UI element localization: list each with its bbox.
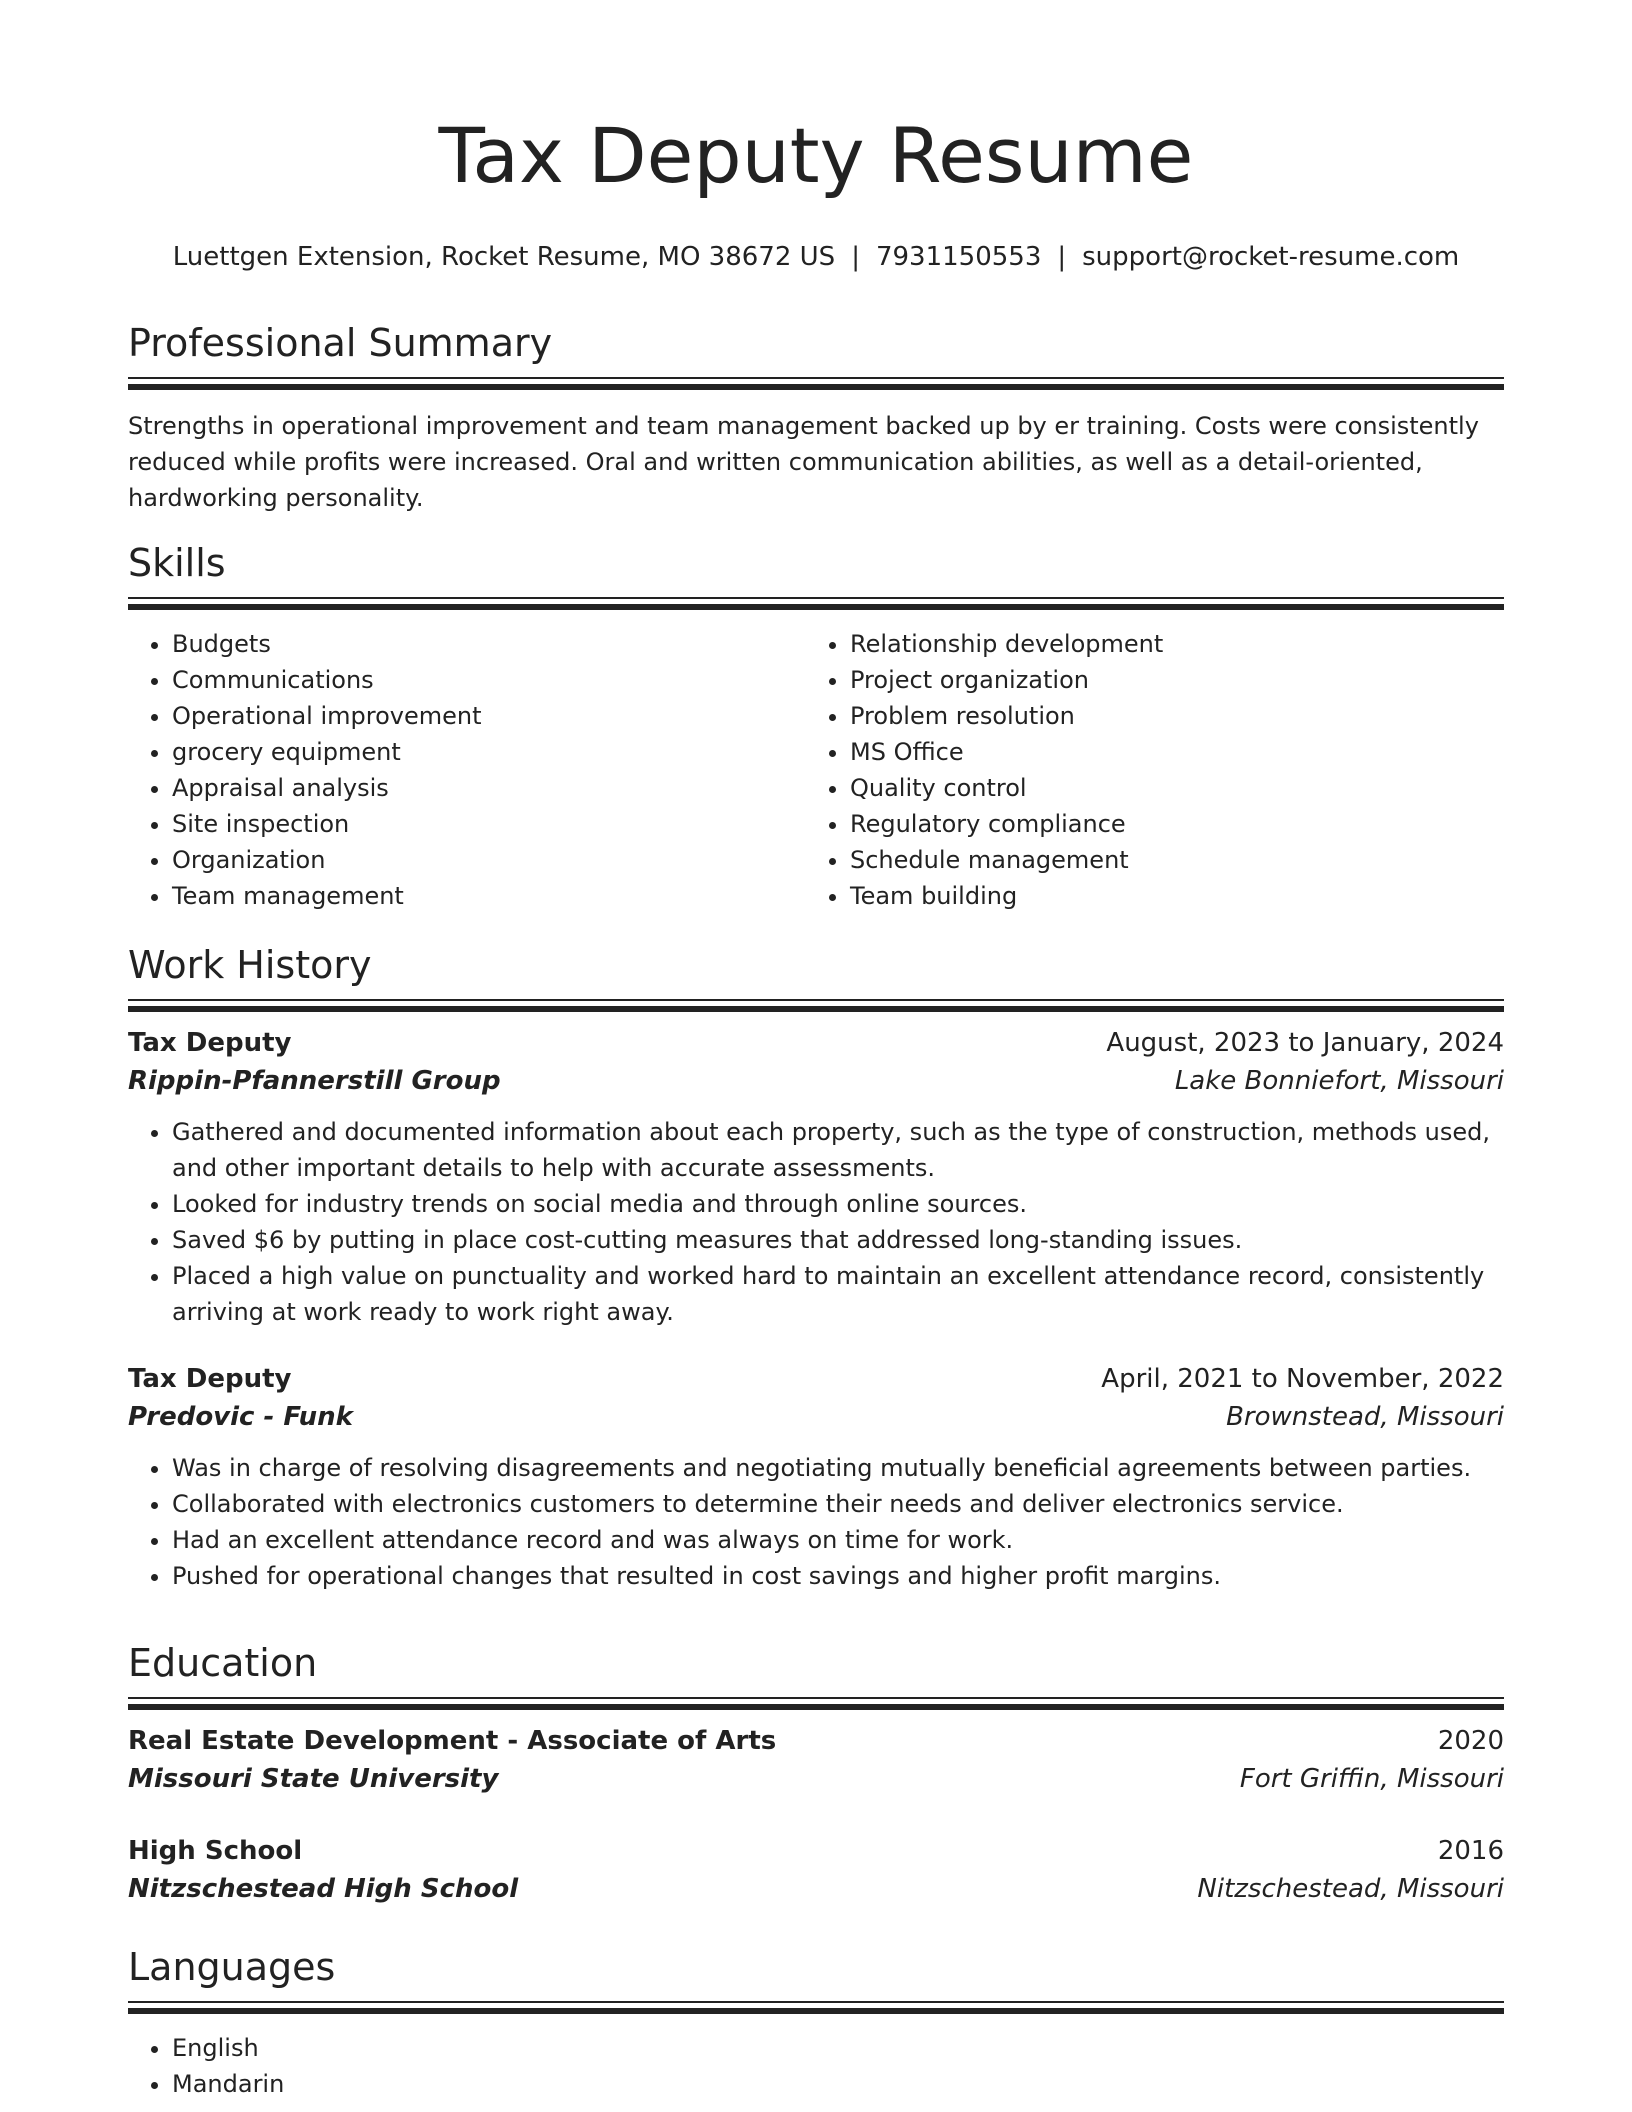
- section-header: [128, 540, 1504, 606]
- job-location: Lake Bonniefort, Missouri: [1174, 1066, 1504, 1096]
- skill-item: • Quality control: [850, 770, 1484, 806]
- section-rule-thick: [128, 1704, 1504, 1710]
- skill-item: • Budgets: [172, 626, 806, 662]
- job-title-row: [128, 1024, 1504, 1062]
- job-bullet: • Gathered and documented information about each property, such as the type of construction, methods used, and other important details to help with accurate assessments.: [172, 1114, 1504, 1186]
- section-rule-thin: [128, 597, 1504, 599]
- job-bullet: • Had an excellent attendance record and was always on time for work.: [172, 1522, 1504, 1558]
- languages-section: [128, 1944, 1504, 2102]
- job-bullet: • Placed a high value on punctuality and worked hard to maintain an excellent attendance record, consistently arriving at work ready to work right away.: [172, 1258, 1504, 1330]
- contact-email: support@rocket-resume.com: [1082, 242, 1460, 272]
- skill-item: • Appraisal analysis: [172, 770, 806, 806]
- skills-list-right: [806, 626, 1484, 914]
- skills-list-left: [128, 626, 806, 914]
- skill-item: • MS Office: [850, 734, 1484, 770]
- education-school-row: [128, 1870, 1504, 1908]
- section-title: Work History: [128, 943, 372, 987]
- section-rule-thin: [128, 1697, 1504, 1699]
- education-year: 2020: [1437, 1726, 1504, 1756]
- section-title: Professional Summary: [128, 321, 553, 365]
- job-company: Rippin-Pfannerstill Group: [128, 1066, 501, 1096]
- language-item: • Mandarin: [172, 2066, 1504, 2102]
- section-rule-thick: [128, 384, 1504, 390]
- skill-item: • Operational improvement: [172, 698, 806, 734]
- job-company: Predovic - Funk: [128, 1402, 353, 1432]
- skill-item: • Problem resolution: [850, 698, 1484, 734]
- skills-column-left: [128, 626, 806, 914]
- job-bullet: • Looked for industry trends on social media and through online sources.: [172, 1186, 1504, 1222]
- job-bullet: • Saved $6 by putting in place cost-cutting measures that addressed long-standing issues.: [172, 1222, 1504, 1258]
- skill-item: • Team management: [172, 878, 806, 914]
- skill-item: • Communications: [172, 662, 806, 698]
- job-dates: April, 2021 to November, 2022: [1101, 1364, 1504, 1394]
- skill-item: • Relationship development: [850, 626, 1484, 662]
- language-item: • English: [172, 2030, 1504, 2066]
- job-bullets: [128, 1114, 1504, 1330]
- education-location: Fort Griffin, Missouri: [1239, 1764, 1504, 1794]
- skills-section: [128, 540, 1504, 914]
- section-rule-thick: [128, 1006, 1504, 1012]
- skill-item: • grocery equipment: [172, 734, 806, 770]
- summary-section: [128, 320, 1504, 516]
- section-rule-thick: [128, 2008, 1504, 2014]
- education-degree-row: [128, 1722, 1504, 1760]
- education-school: Nitzschestead High School: [128, 1874, 519, 1904]
- education-degree-row: [128, 1832, 1504, 1870]
- work-history-section: [128, 942, 1504, 1594]
- contact-separator: |: [1057, 242, 1067, 272]
- job-entry: [128, 1024, 1504, 1330]
- skill-item: • Team building: [850, 878, 1484, 914]
- education-school: Missouri State University: [128, 1764, 499, 1794]
- contact-phone: 7931150553: [875, 242, 1042, 272]
- education-school-row: [128, 1760, 1504, 1798]
- job-bullet: • Pushed for operational changes that resulted in cost savings and higher profit margins.: [172, 1558, 1504, 1594]
- section-header: [128, 1640, 1504, 1706]
- section-rule-thin: [128, 999, 1504, 1001]
- skill-item: • Site inspection: [172, 806, 806, 842]
- contact-address: Luettgen Extension, Rocket Resume, MO 38672 US: [172, 242, 836, 272]
- section-title: Languages: [128, 1945, 336, 1989]
- section-rule-thin: [128, 377, 1504, 379]
- section-rule-thin: [128, 2001, 1504, 2003]
- job-bullet: • Collaborated with electronics customers to determine their needs and deliver electronics service.: [172, 1486, 1504, 1522]
- section-header: [128, 1944, 1504, 2010]
- education-entry: [128, 1722, 1504, 1798]
- job-entry: [128, 1360, 1504, 1594]
- languages-list: [128, 2030, 1504, 2102]
- job-title: Tax Deputy: [128, 1028, 292, 1058]
- education-entry: [128, 1832, 1504, 1908]
- job-company-row: [128, 1062, 1504, 1100]
- job-bullets: [128, 1450, 1504, 1594]
- contact-separator: |: [851, 242, 860, 272]
- section-header: [128, 320, 1504, 386]
- skill-item: • Organization: [172, 842, 806, 878]
- education-location: Nitzschestead, Missouri: [1197, 1874, 1504, 1904]
- skill-item: • Project organization: [850, 662, 1484, 698]
- summary-text: Strengths in operational improvement and team management backed up by er training. Costs were consistently reduced while profits were increased. Oral and written communication abilities, as well as a detail-oriented, hardworking personality.: [128, 412, 1479, 512]
- contact-line: [128, 241, 1504, 273]
- skill-item: • Schedule management: [850, 842, 1484, 878]
- section-title: Skills: [128, 541, 226, 585]
- section-title: Education: [128, 1641, 318, 1685]
- job-dates: August, 2023 to January, 2024: [1106, 1028, 1504, 1058]
- skills-column-right: [806, 626, 1484, 914]
- education-year: 2016: [1437, 1836, 1504, 1866]
- skill-item: • Regulatory compliance: [850, 806, 1484, 842]
- education-section: [128, 1640, 1504, 1908]
- job-title: Tax Deputy: [128, 1364, 292, 1394]
- section-header: [128, 942, 1504, 1008]
- job-company-row: [128, 1398, 1504, 1436]
- job-location: Brownstead, Missouri: [1226, 1402, 1504, 1432]
- resume-title: Tax Deputy Resume: [438, 111, 1194, 200]
- job-bullet: • Was in charge of resolving disagreements and negotiating mutually beneficial agreements between parties.: [172, 1450, 1504, 1486]
- education-degree: High School: [128, 1836, 303, 1866]
- education-degree: Real Estate Development - Associate of Arts: [128, 1726, 777, 1756]
- skills-columns: [128, 626, 1504, 914]
- job-title-row: [128, 1360, 1504, 1398]
- section-rule-thick: [128, 604, 1504, 610]
